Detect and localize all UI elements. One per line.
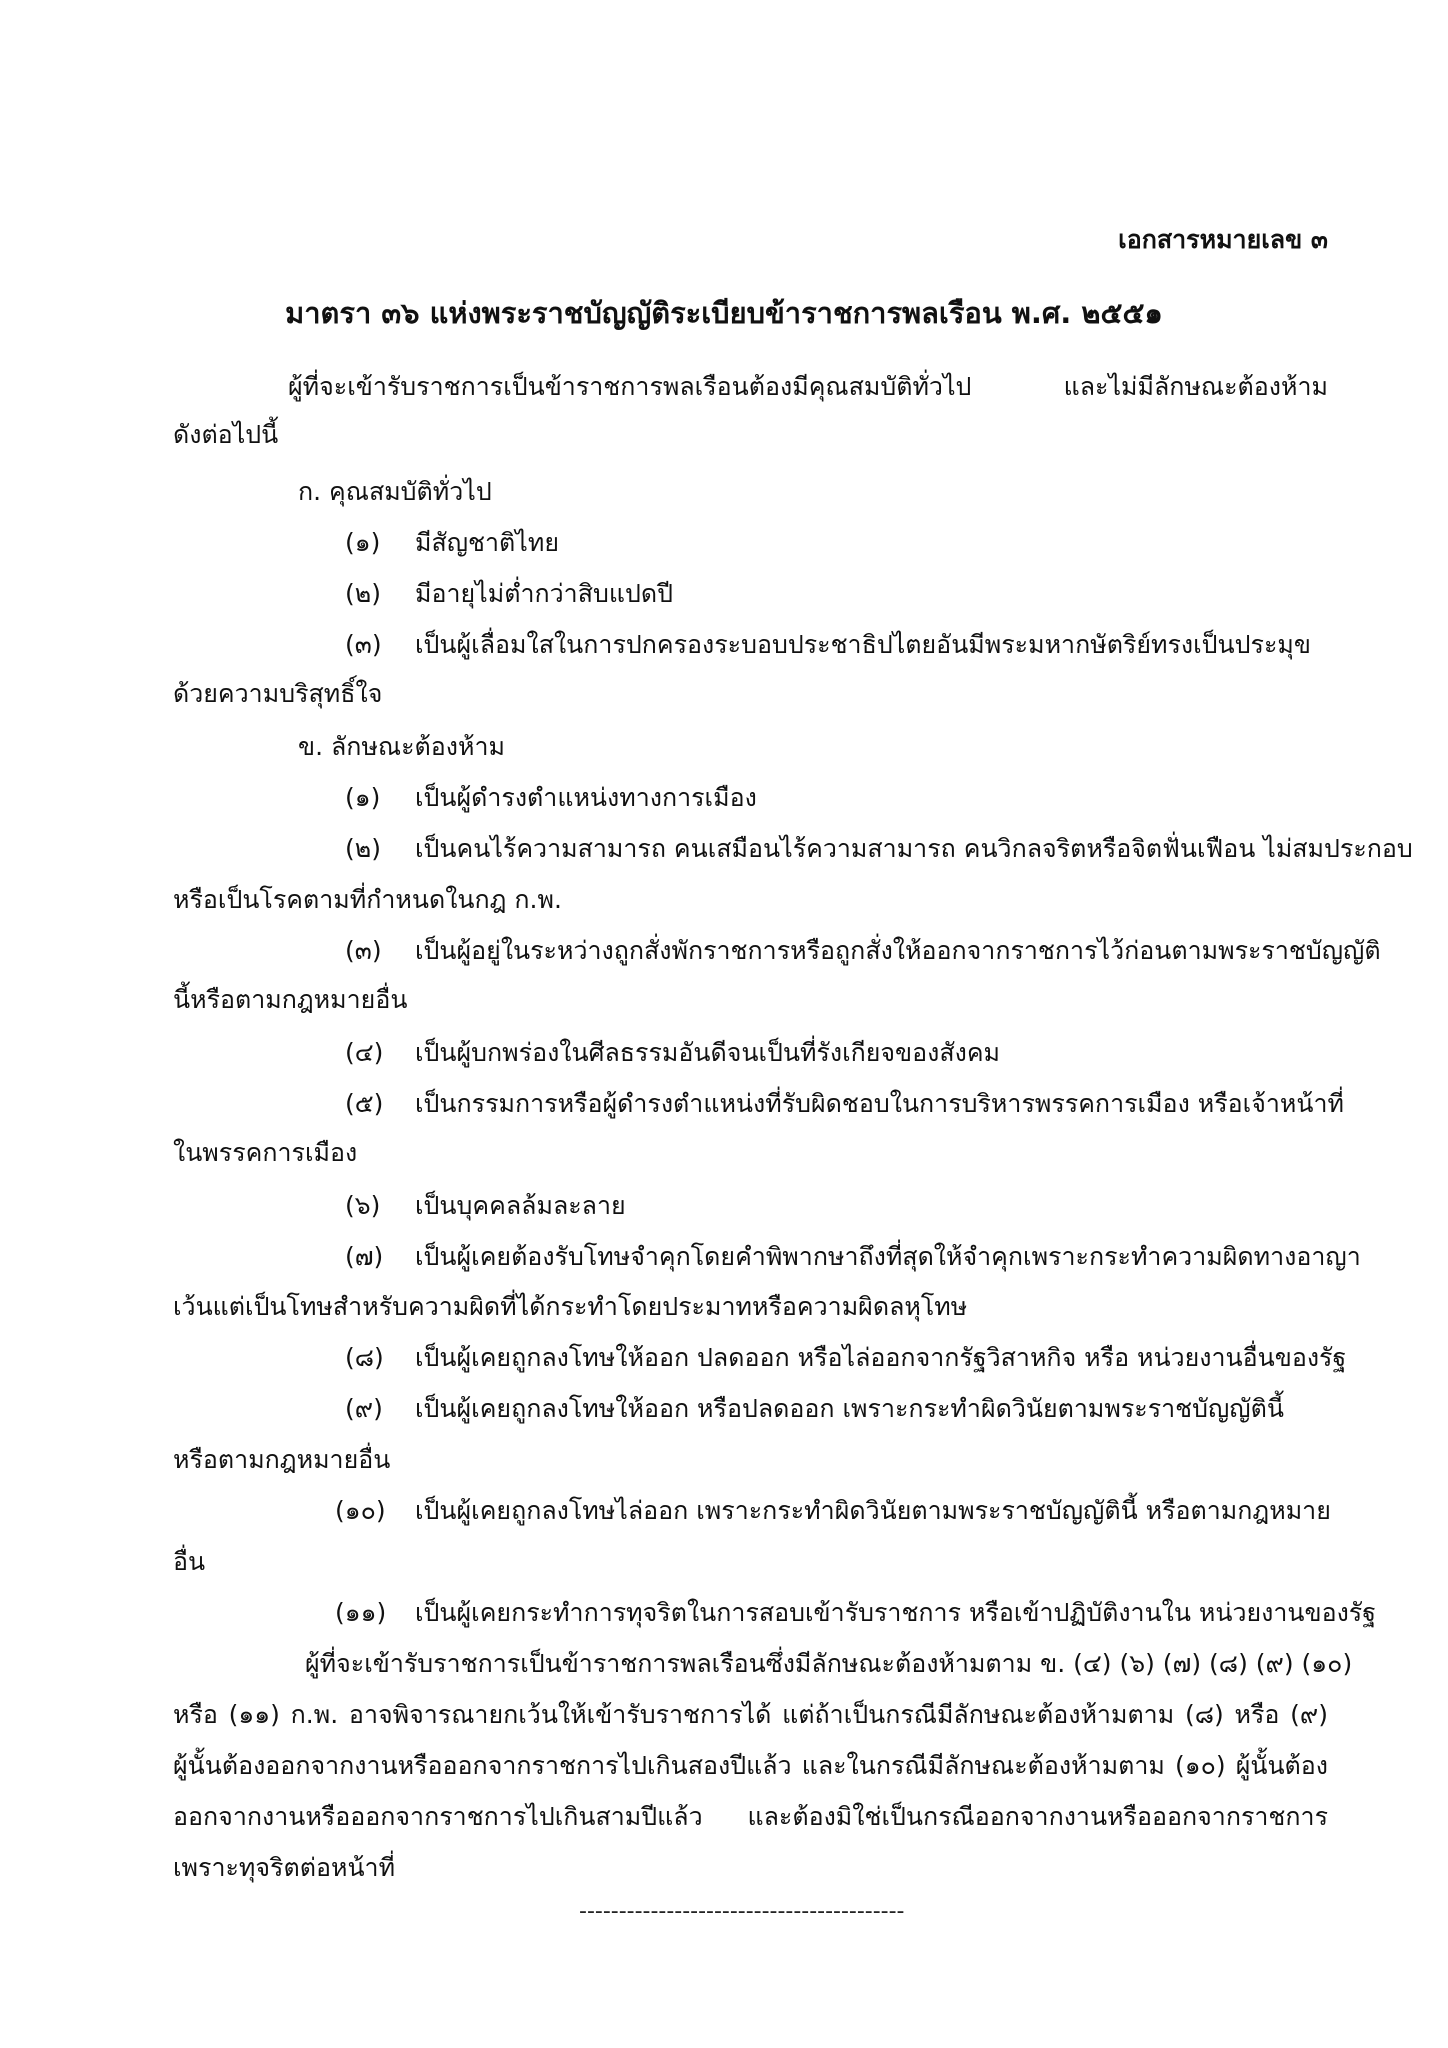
list-item-continuation: หรือตามกฎหมายอื่น [173, 1445, 391, 1474]
section-b-heading: ข. ลักษณะต้องห้าม [298, 732, 505, 761]
document-number: เอกสารหมายเลข ๓ [1118, 225, 1328, 254]
list-item-continuation: อื่น [173, 1547, 206, 1576]
list-item-text: เป็นผู้เคยถูกลงโทษไล่ออก เพราะกระทำผิดวินัยตามพระราชบัญญัตินี้ หรือตามกฎหมาย [415, 1496, 1331, 1525]
list-item [335, 1494, 1331, 1528]
closing-paragraph-line-3: ผู้นั้นต้องออกจากงานหรือออกจากราชการไปเกินสองปีแล้ว และในกรณีมีลักษณะต้องห้ามตาม (๑๐) ผู้นั้นต้อง [173, 1751, 1328, 1780]
list-item-continuation: เว้นแต่เป็นโทษสำหรับความผิดที่ได้กระทำโดยประมาทหรือความผิดลหุโทษ [173, 1292, 968, 1321]
list-item [345, 1341, 1346, 1375]
list-item-number: (๑) [345, 528, 381, 557]
intro-paragraph-line-1: ผู้ที่จะเข้ารับราชการเป็นข้าราชการพลเรือนต้องมีคุณสมบัติทั่วไป และไม่มีลักษณะต้องห้าม [288, 372, 1328, 401]
list-item-text: เป็นคนไร้ความสามารถ คนเสมือนไร้ความสามารถ คนวิกลจริตหรือจิตฟั่นเฟือน ไม่สมประกอบ [415, 834, 1413, 863]
list-item [345, 934, 1381, 968]
list-item-number: (๔) [345, 1038, 384, 1067]
section-a-heading: ก. คุณสมบัติทั่วไป [298, 477, 492, 506]
list-item [345, 1036, 1000, 1070]
list-item-number: (๖) [345, 1191, 381, 1220]
list-item-number: (๓) [345, 630, 382, 659]
list-item-number: (๑๐) [335, 1496, 386, 1525]
list-item-continuation: นี้หรือตามกฎหมายอื่น [173, 985, 408, 1014]
list-item [345, 526, 559, 560]
list-item [345, 1087, 1344, 1121]
footer-divider: ----------------------------------------- [579, 1899, 905, 1924]
list-item-number: (๘) [345, 1343, 384, 1372]
list-item-number: (๗) [345, 1242, 384, 1271]
list-item-text: เป็นผู้เคยถูกลงโทษให้ออก หรือปลดออก เพราะกระทำผิดวินัยตามพระราชบัญญัตินี้ [415, 1394, 1284, 1423]
list-item-continuation: ในพรรคการเมือง [173, 1138, 358, 1167]
list-item [345, 1189, 626, 1223]
list-item-text: เป็นบุคคลล้มละลาย [415, 1191, 626, 1220]
list-item-continuation: หรือเป็นโรคตามที่กำหนดในกฎ ก.พ. [173, 885, 562, 914]
page-title: มาตรา ๓๖ แห่งพระราชบัญญัติระเบียบข้าราชการพลเรือน พ.ศ. ๒๕๕๑ [285, 296, 1163, 330]
list-item-number: (๑) [345, 783, 381, 812]
list-item-number: (๕) [345, 1089, 384, 1118]
list-item-text: มีสัญชาติไทย [415, 528, 559, 557]
list-item-text: มีอายุไม่ต่ำกว่าสิบแปดปี [415, 579, 673, 608]
list-item [345, 577, 673, 611]
closing-paragraph-line-4: ออกจากงานหรือออกจากราชการไปเกินสามปีแล้ว และต้องมิใช่เป็นกรณีออกจากงานหรือออกจากราชการ [173, 1802, 1328, 1831]
list-item-text: เป็นผู้บกพร่องในศีลธรรมอันดีจนเป็นที่รังเกียจของสังคม [415, 1038, 1001, 1067]
list-item [345, 1392, 1284, 1426]
list-item [345, 1240, 1361, 1274]
list-item-number: (๑๑) [335, 1598, 387, 1627]
closing-paragraph-line-2: หรือ (๑๑) ก.พ. อาจพิจารณายกเว้นให้เข้ารับราชการได้ แต่ถ้าเป็นกรณีมีลักษณะต้องห้ามตาม (๘) หรือ (๙) [173, 1700, 1328, 1729]
list-item-number: (๓) [345, 936, 382, 965]
list-item [345, 832, 1413, 866]
list-item-text: เป็นผู้เคยต้องรับโทษจำคุกโดยคำพิพากษาถึงที่สุดให้จำคุกเพราะกระทำความผิดทางอาญา [415, 1242, 1361, 1271]
list-item-text: เป็นกรรมการหรือผู้ดำรงตำแหน่งที่รับผิดชอบในการบริหารพรรคการเมือง หรือเจ้าหน้าที่ [415, 1089, 1344, 1118]
list-item-continuation: ด้วยความบริสุทธิ์ใจ [173, 679, 383, 708]
closing-paragraph-line-1: ผู้ที่จะเข้ารับราชการเป็นข้าราชการพลเรือนซึ่งมีลักษณะต้องห้ามตาม ข. (๔) (๖) (๗) (๘) (๙) (๑๐) [305, 1649, 1353, 1678]
list-item-number: (๒) [345, 834, 381, 863]
list-item [335, 1596, 1376, 1630]
intro-paragraph-line-2: ดังต่อไปนี้ [173, 420, 279, 449]
list-item [345, 628, 1311, 662]
list-item-text: เป็นผู้เลื่อมใสในการปกครองระบอบประชาธิปไตยอันมีพระมหากษัตริย์ทรงเป็นประมุข [415, 630, 1311, 659]
list-item-text: เป็นผู้เคยกระทำการทุจริตในการสอบเข้ารับราชการ หรือเข้าปฏิบัติงานใน หน่วยงานของรัฐ [415, 1598, 1377, 1627]
closing-paragraph-line-5: เพราะทุจริตต่อหน้าที่ [173, 1853, 396, 1882]
list-item-text: เป็นผู้เคยถูกลงโทษให้ออก ปลดออก หรือไล่ออกจากรัฐวิสาหกิจ หรือ หน่วยงานอื่นของรัฐ [415, 1343, 1347, 1372]
list-item-number: (๒) [345, 579, 381, 608]
list-item-text: เป็นผู้ดำรงตำแหน่งทางการเมือง [415, 783, 757, 812]
list-item [345, 781, 757, 815]
list-item-text: เป็นผู้อยู่ในระหว่างถูกสั่งพักราชการหรือถูกสั่งให้ออกจากราชการไว้ก่อนตามพระราชบัญญัติ [415, 936, 1381, 965]
list-item-number: (๙) [345, 1394, 383, 1423]
